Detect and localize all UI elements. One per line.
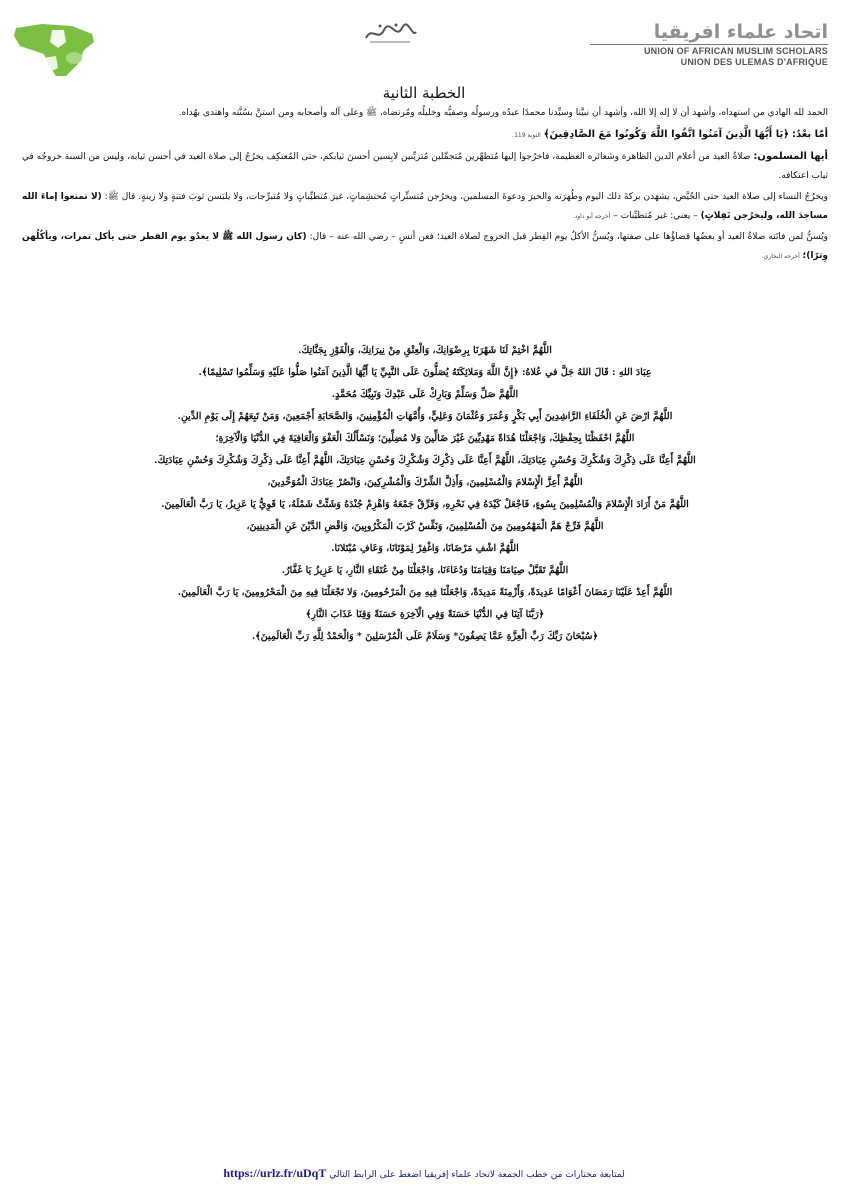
dua-line: اللَّهُمَّ تَقَبَّلْ صِيَامَنَا وَقِيَامَنَا وَدُعَاءَنَا، وَاجْعَلْنَا مِنْ عُتَقَاءِ النَّارِ، يَا عَزِيزُ يَا غَفَّارُ.: [281, 565, 569, 576]
dua-list: [60, 340, 790, 648]
paragraph-text: ويخرُجُ النساء إلى صلاة العيد حتى الحُيَّض، يشهَدن بركةَ ذلك اليوم وطُهرَته والخيرَ ودعوةَ المسلمين، ويخرُجن مُتستِّراتٍ مُحتشِماتٍ، غيرَ مُتطيِّباتٍ ولا مُتبرِّجات، ولا يلبَسن ثوبَ فتنةٍ ولا زينةٍ. قال ﷺ:: [104, 192, 828, 202]
sermon-title: الخطبة الثانية: [382, 84, 466, 102]
hadith-quote: (كان رسول الله ﷺ لا يغدُو يوم الفطر حتى يأكل تمرات، ويأكُلُهن وِترًا)؛: [22, 232, 828, 261]
dua-line: اللَّهُمَّ أَعِدْ عَلَيْنَا رَمَضَانَ أَعْوَامًا عَدِيدَةً، وَأَزْمِنَةً مَدِيدَةً، وَاجْعَلْنَا فِيهِ مِنَ الْمَرْحُومِينَ، وَلا تَجْعَلْنَا فِيهِ مِنَ الْمَحْرُومِينَ، يَا رَبَّ الْعَالَمِينَ.: [177, 587, 673, 598]
paragraph-eid-prayer: [22, 147, 828, 186]
dua-line: ﴿سُبْحَانَ رَبِّكَ رَبِّ الْعِزَّةِ عَمَّا يَصِفُونَ* وَسَلَامٌ عَلَى الْمُرْسَلِينَ * وَالْحَمْدُ لِلَّهِ رَبِّ الْعَالَمِينَ﴾.: [251, 631, 599, 642]
dua-line: ﴿رَبَّنَا آتِنَا فِي الدُّنْيَا حَسَنَةً وَفِي الْآخِرَةِ حَسَنَةً وَقِنَا عَذَابَ النَّارِ﴾: [305, 609, 545, 620]
dua-line: اللَّهُمَّ اشْفِ مَرْضَانَا، وَاغْفِرْ لِمَوْتَانَا، وَعَافِ مُبْتَلانَا.: [331, 543, 519, 554]
dua-line: عِبَادَ اللهِ : قَالَ اللهُ جَلَّ في عُلاهُ: ﴿إِنَّ اللَّهَ وَمَلائِكَتَهُ يُصَلُّونَ عَلَى النَّبِيِّ يَا أَيُّهَا الَّذِينَ آمَنُوا صَلُّوا عَلَيْهِ وَسَلِّمُوا تَسْلِيمًا﴾.: [198, 367, 652, 378]
dua-line: اللَّهُمَّ احْفَظْنَا بِحِفْظِكَ، وَاجْعَلْنَا هُدَاةً مَهْدِيِّينَ غَيْرَ ضَالِّينَ وَلا مُضِلِّينَ؛ وَنَسْأَلُكَ الْعَفْوَ وَالْعَافِيَةَ فِي الدُّنْيَا وَالْآخِرَةِ؛: [215, 433, 635, 444]
dua-line: اللَّهُمَّ فَرِّجْ هَمَّ الْمَهْمُومِينَ مِنَ الْمُسْلِمِينَ، وَنَفِّسْ كَرْبَ الْمَكْرُوبِينَ، وَاقْضِ الدَّيْنَ عَنِ الْمَدِينِينَ،: [246, 521, 604, 532]
paragraph-lead: أمّا بعْدُ:: [791, 129, 828, 140]
africa-map-icon: [12, 20, 96, 80]
dua-line: اللَّهُمَّ أَعِزَّ الْإِسْلامَ وَالْمُسْلِمِينَ، وَأَذِلَّ الشِّرْكَ وَالْمُشْرِكِينَ، وَانْصُرْ عِبَادَكَ الْمُوَحِّدِينَ،: [267, 477, 583, 488]
page-header: [0, 0, 848, 90]
dua-line: اللَّهُمَّ اخْتِمْ لَنَا شَهْرَنَا بِرِضْوَانِكَ، وَالْعِتْقِ مِنْ نِيرَانِكَ، وَالْفَوْزِ بِجَنَّاتِكَ.: [298, 345, 552, 356]
paragraph-text: الحمد لله الهادي من استهداه، وأشهد أن لا إله إلا الله، وأشهد أن نبيَّنا وسيِّدنا محمدًا عبدُه ورسولُه وصفيُّه وخليلُه ومُرتضاه، ﷺ وعلى آله وأصحابه ومن استنَّ بسُنَّته واهتدى بهُداه.: [178, 108, 828, 118]
organization-name-block: [590, 22, 828, 70]
org-name-arabic: اتحاد علماء افريقيا: [653, 21, 828, 43]
paragraph-amma-bad: [22, 125, 828, 145]
org-name-english: UNION OF AFRICAN MUSLIM SCHOLARS: [643, 46, 828, 56]
paragraph-women: [22, 188, 828, 226]
page-footer: [0, 1166, 848, 1181]
quran-quote: ﴿يَا أَيُّهَا الَّذِينَ آمَنُوا اتَّقُوا اللَّهَ وَكُونُوا مَعَ الصَّادِقِينَ﴾: [543, 129, 790, 140]
paragraph-opening: [22, 104, 828, 123]
dua-line: اللَّهُمَّ صَلِّ وَسَلِّمْ وَبَارِكْ عَلَى عَبْدِكَ وَنَبِيِّكَ مُحَمَّدٍ.: [331, 389, 519, 400]
paragraph-lead: أيها المسلمون:: [753, 151, 828, 162]
paragraph-breakfast: [22, 228, 828, 266]
sermon-body: [22, 104, 828, 268]
footer-link[interactable]: https://urlz.fr/uDqT: [223, 1166, 327, 1180]
dua-line: اللَّهُمَّ أَعِنَّا عَلَى ذِكْرِكَ وَشُكْرِكَ وَحُسْنِ عِبَادَتِكَ، اللَّهُمَّ أَعِنَّا عَلَى ذِكْرِكَ وَشُكْرِكَ وَحُسْنِ عِبَادَتِكَ، اللَّهُمَّ أَعِنَّا عَلَى ذِكْرِكَ وَشُكْرِكَ وَحُسْنِ عِبَادَتِكَ.: [154, 455, 696, 466]
org-divider: [590, 44, 828, 45]
paragraph-text: ويُسنُّ لمن فاتَته صلاةُ العيد أو بعضُها قضاؤُها على صفتها، ويُسنُّ الأكلُ يوم الفِطر قبل الخروج لصلاة العيد؛ فعن أنسٍ – رضي الله عنه – قال:: [309, 232, 829, 242]
footer-text: لمتابعة مختارات من خطب الجمعة لاتحاد علماء إفريقيا اضغط على الرابط التالي: [329, 1170, 625, 1180]
hadith-reference: أخرجه أبو داود.: [572, 213, 611, 220]
org-name-french: UNION DES ULEMAS D'AFRIQUE: [680, 57, 828, 67]
hadith-quote: (لا تمنعوا إماءَ الله مساجدَ الله، وليخرُجن تَفِلاتٍ): [22, 192, 828, 221]
paragraph-text: صلاةُ العيد من أعلام الدين الظاهرة وشعائره العظيمة، فاخرُجوا إليها مُتطهِّرين مُتجمِّلين مُتزيِّنين لابِسين أحسنَ ثيابكم، حتى المُعتكِف يخرُجُ إلى صلاة العيد في أحسن ثيابه، وليس من السنة خروجُه في ثياب اعتكافه.: [21, 152, 828, 181]
dua-line: اللَّهُمَّ مَنْ أَرَادَ الْإِسْلامَ وَالْمُسْلِمِينَ بِسُوءٍ، فَاجْعَلْ كَيْدَهُ فِي نَحْرِهِ، وَفَرِّقْ جَمْعَهُ وَاهْزِمْ جُنْدَهُ وَشَتِّتْ شَمْلَهُ، يَا قَوِيُّ يَا عَزِيزُ، يَا رَبَّ الْعَالَمِينَ.: [161, 499, 689, 510]
paragraph-text: – يعني: غير مُتطيِّبات –: [613, 211, 698, 221]
quote-reference: التوبة 119.: [512, 132, 541, 139]
dua-line: اللَّهُمَّ ارْضَ عَنِ الْخُلَفَاءِ الرَّاشِدِينَ أَبِي بَكْرٍ وَعُمَرَ وَعُثْمَانَ وَعَلِيٍّ، وَأُمَّهَاتِ الْمُؤْمِنِينَ، وَالصَّحَابَةِ أَجْمَعِينَ، وَمَنْ تَبِعَهُمْ إِلَى يَوْمِ الدِّينِ.: [177, 411, 673, 422]
hadith-reference: أخرجه البخاري.: [761, 253, 800, 260]
arabic-calligraphy-emblem-icon: [362, 20, 418, 46]
